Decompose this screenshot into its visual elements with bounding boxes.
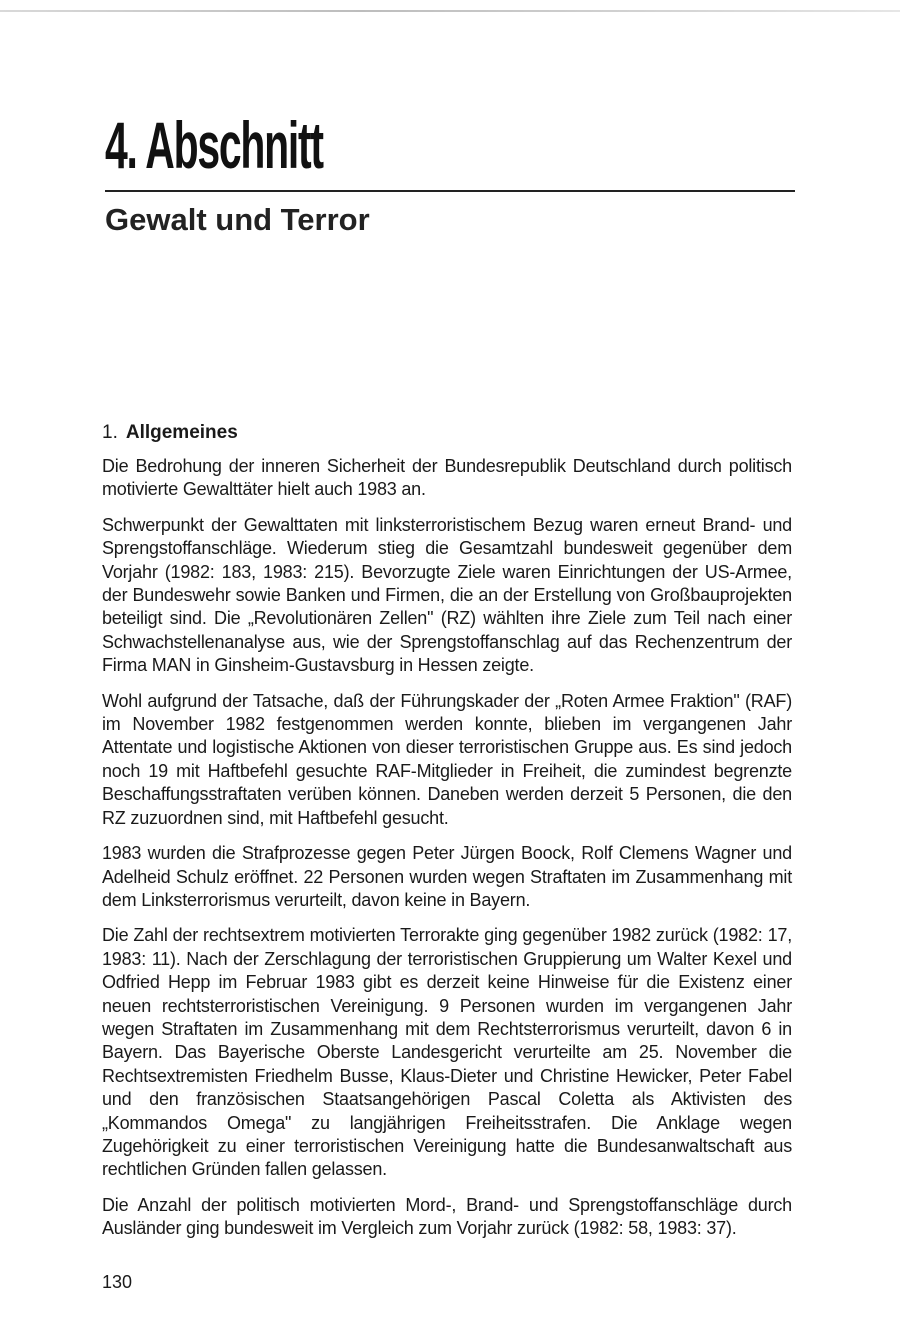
subsection-title: Allgemeines [125, 422, 238, 443]
paragraph: Schwerpunkt der Gewalttaten mit linksterroristischem Bezug waren erneut Brand- und Sprengstoffanschläge. Wiederum stieg die Gesamtzahl bundesweit gegenüber dem Vorjahr (1982: 183, 1983: 215). Bevorzugte Ziele waren Einrichtungen der US-Armee, der Bundeswehr sowie Banken und Firmen, die an der Erstellung von Großbauprojekten beteiligt sind. Die „Revolutionären Zellen" (RZ) wählten ihre Ziele zum Teil nach einer Schwachstellenanalyse aus, wie der Sprengstoffanschlag auf das Rechenzentrum der Firma MAN in Ginsheim-Gustavsburg in Hessen zeigte. [102, 514, 792, 676]
subsection-heading [102, 421, 238, 445]
paragraph: Die Anzahl der politisch motivierten Mord-, Brand- und Sprengstoffanschläge durch Ausländer ging bundesweit im Vergleich zum Vorjahr zurück (1982: 58, 1983: 37). [102, 1194, 792, 1239]
section-heading: 4. Abschnitt [105, 108, 323, 182]
body-text [102, 455, 792, 1253]
heading-divider [105, 190, 795, 192]
subsection-number: 1. [102, 422, 118, 443]
chapter-title: Gewalt und Terror [105, 202, 370, 237]
page-number: 130 [102, 1272, 133, 1292]
paragraph: Wohl aufgrund der Tatsache, daß der Führungskader der „Roten Armee Fraktion" (RAF) im November 1982 festgenommen werden konnte, blieben im vergangenen Jahr Attentate und logistische Aktionen von dieser terroristischen Gruppe aus. Es sind jedoch noch 19 mit Haftbefehl gesuchte RAF-Mitglieder in Freiheit, die zumindest begrenzte Beschaffungsstraftaten verüben können. Daneben werden derzeit 5 Personen, die den RZ zuzuordnen sind, mit Haftbefehl gesucht. [102, 690, 792, 828]
paragraph: Die Zahl der rechtsextrem motivierten Terrorakte ging gegenüber 1982 zurück (1982: 17, 1983: 11). Nach der Zerschlagung der terroristischen Gruppierung um Walter Kexel und Odfried Hepp im Februar 1983 gibt es derzeit keine Hinweise für die Existenz einer neuen rechtsterroristischen Vereinigung. 9 Personen wurden im vergangenen Jahr wegen Straftaten im Zusammenhang mit dem Rechtsterrorismus verurteilt, davon 6 in Bayern. Das Bayerische Oberste Landesgericht verurteilte am 25. November die Rechtsextremisten Friedhelm Busse, Klaus-Dieter und Christine Hewicker, Peter Fabel und den französischen Staatsangehörigen Pascal Coletta als Aktivisten des „Kommandos Omega" zu langjährigen Freiheitsstrafen. Die Anklage wegen Zugehörigkeit zu einer terroristischen Vereinigung hatte die Bundesanwaltschaft aus rechtlichen Gründen fallen gelassen. [102, 925, 792, 1180]
scan-edge-line [0, 10, 900, 12]
paragraph: 1983 wurden die Strafprozesse gegen Peter Jürgen Boock, Rolf Clemens Wagner und Adelheid Schulz eröffnet. 22 Personen wurden wegen Straftaten im Zusammenhang mit dem Linksterrorismus verurteilt, davon keine in Bayern. [102, 843, 792, 910]
paragraph: Die Bedrohung der inneren Sicherheit der Bundesrepublik Deutschland durch politisch motivierte Gewalttäter hielt auch 1983 an. [102, 456, 792, 500]
